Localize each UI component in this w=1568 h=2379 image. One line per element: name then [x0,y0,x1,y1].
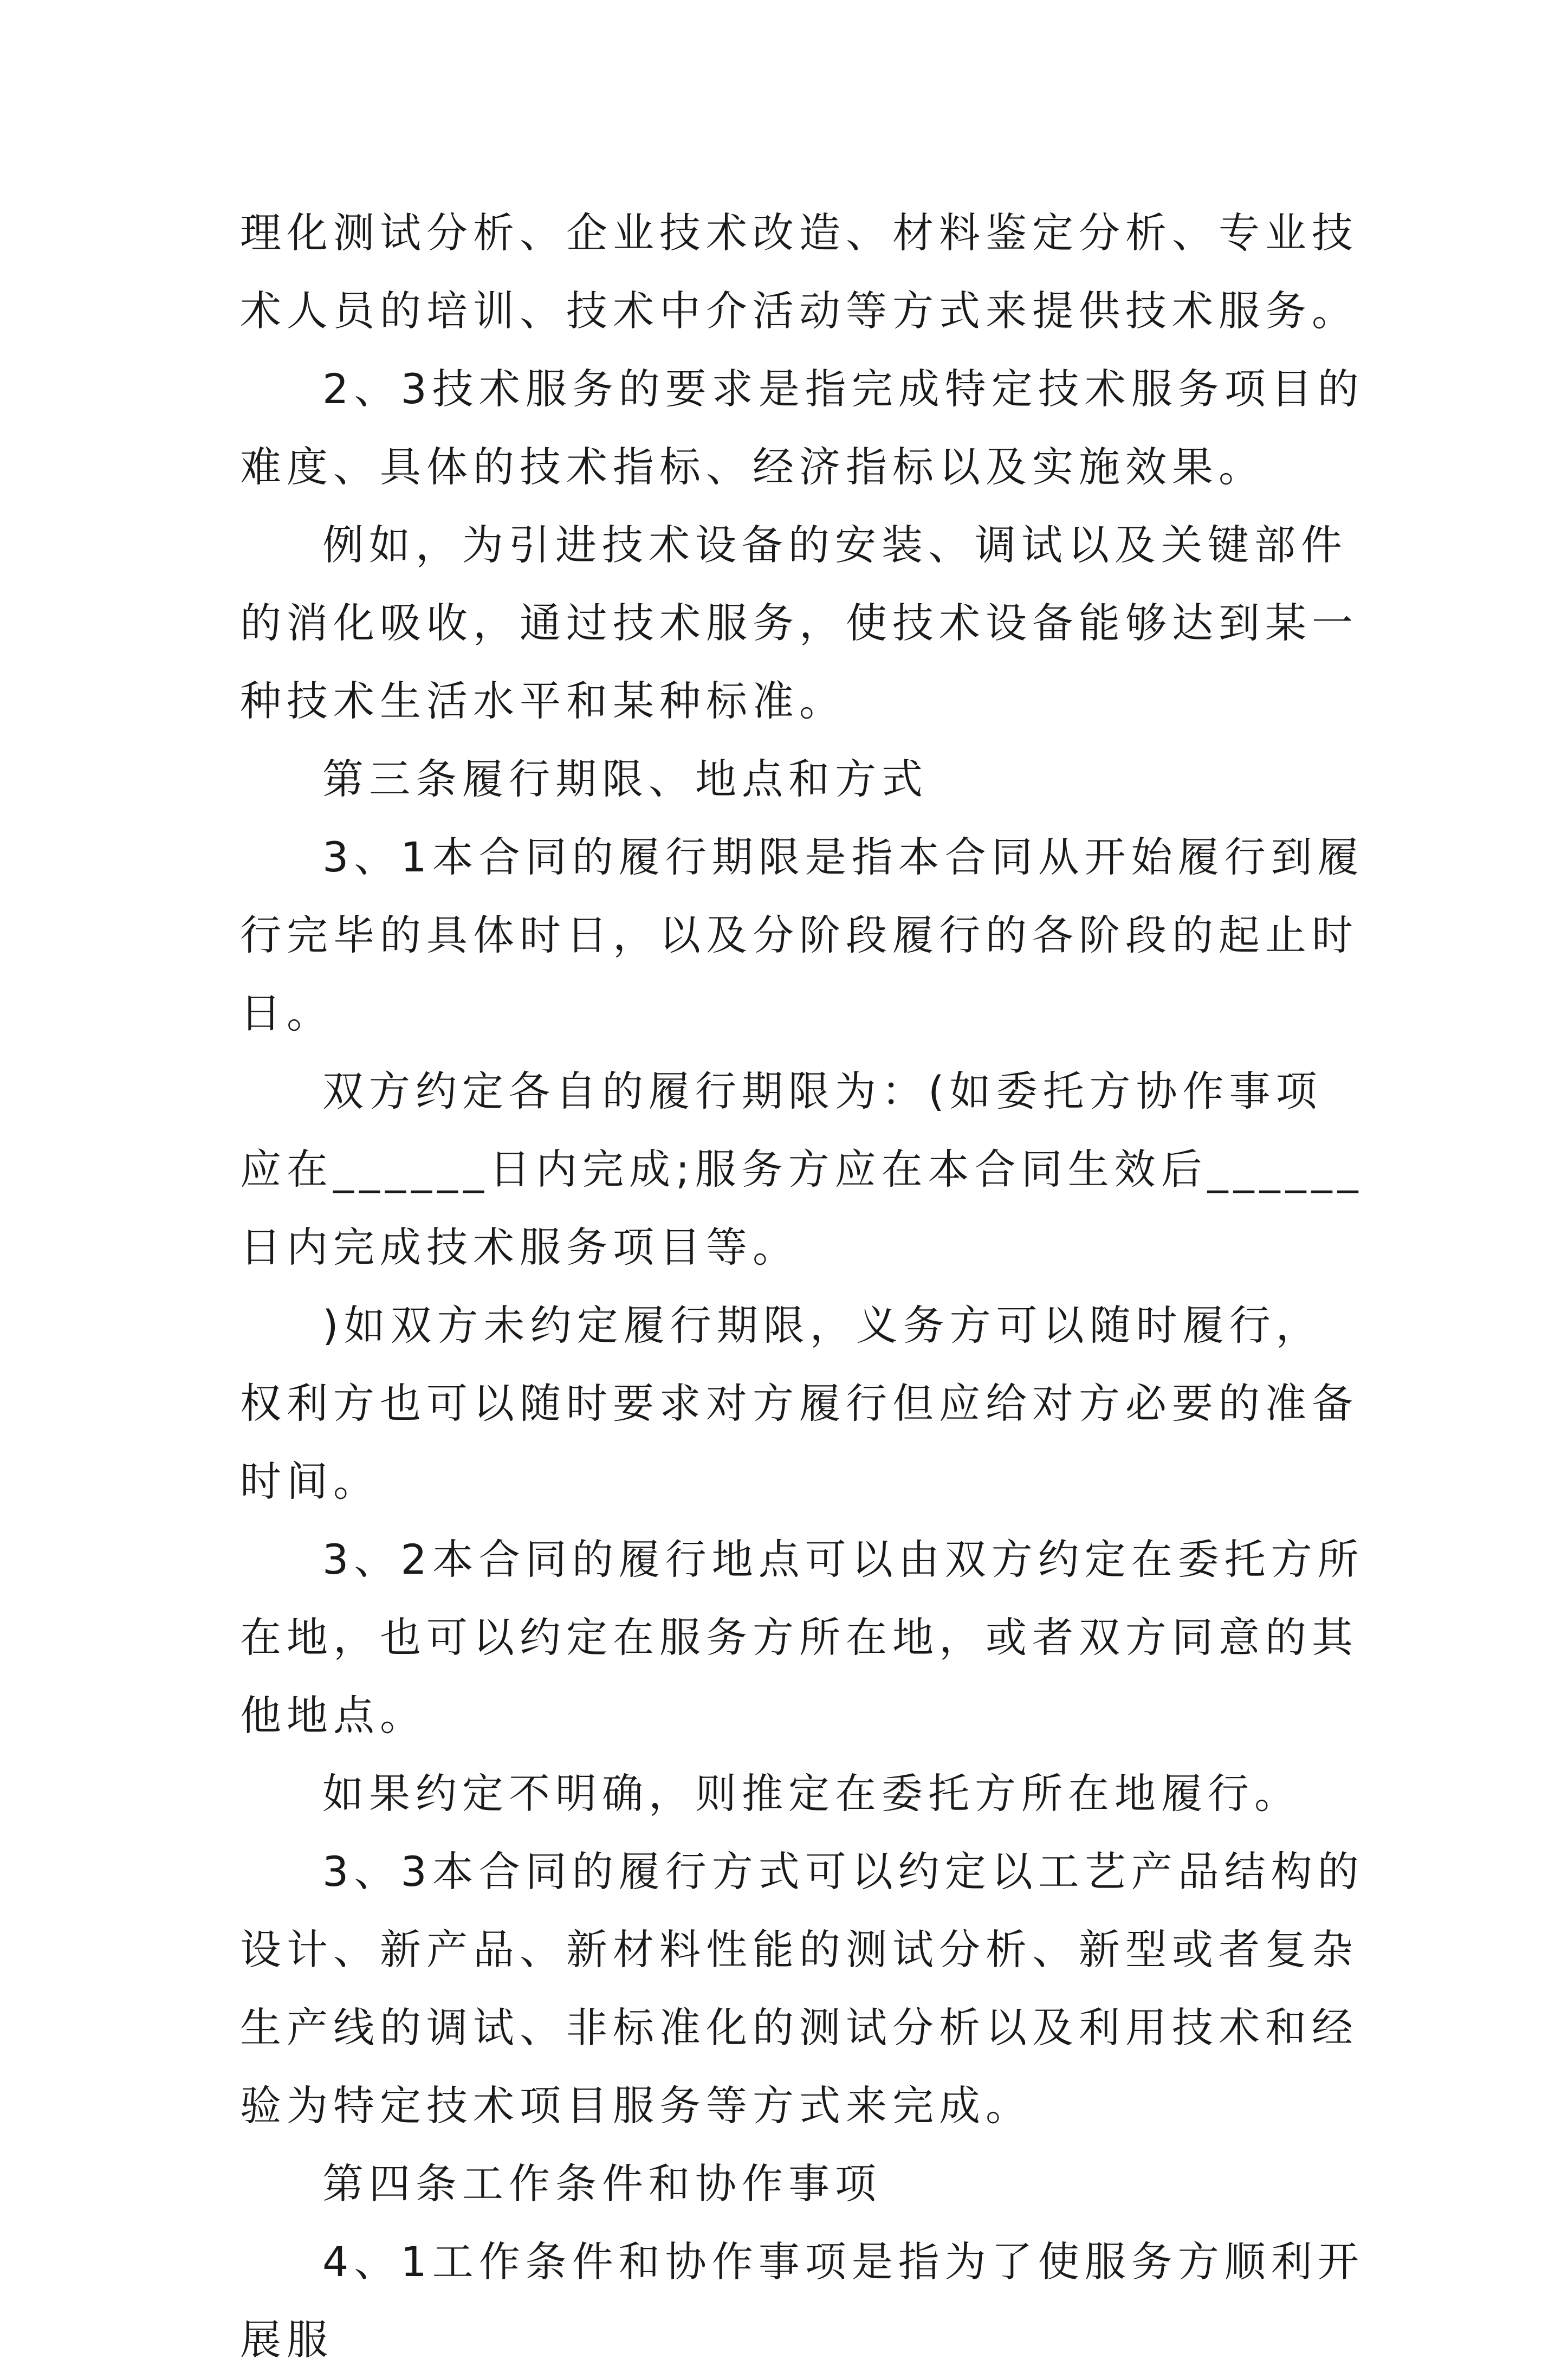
document-body [240,194,1367,2379]
section-heading-3: 第三条履行期限、地点和方式 [322,755,928,803]
section-heading-4: 第四条工作条件和协作事项 [322,2160,882,2208]
paragraph-9: 如果约定不明确，则推定在委托方所在地履行。 [322,1769,1301,1818]
paragraph-2: 2、3技术服务的要求是指完成特定技术服务项目的难度、具体的技术指标、经济指标以及实施效果。 [240,365,1364,491]
paragraph-5: 3、1本合同的履行期限是指本合同从开始履行到履行完毕的具体时日，以及分阶段履行的各阶段的起止时日。 [240,833,1364,1037]
paragraph-10: 3、3本合同的履行方式可以约定以工艺产品结构的设计、新产品、新材料性能的测试分析、新型或者复杂生产线的调试、非标准化的测试分析以及利用技术和经验为特定技术项目服务等方式来完成。 [240,1847,1364,2130]
paragraph-6: 双方约定各自的履行期限为：(如委托方协作事项应在______日内完成;服务方应在本合同生效后______日内完成技术服务项目等。 [240,1067,1364,1271]
paragraph-1: 理化测试分析、企业技术改造、材料鉴定分析、专业技术人员的培训、技术中介活动等方式来提供技术服务。 [240,209,1358,335]
paragraph-12: 4、1工作条件和协作事项是指为了使服务方顺利开展服 [240,2238,1364,2364]
paragraph-3: 例如，为引进技术设备的安装、调试以及关键部件的消化吸收，通过技术服务，使技术设备能够达到某一种技术生活水平和某种标准。 [240,521,1358,725]
paragraph-8: 3、2本合同的履行地点可以由双方约定在委托方所在地，也可以约定在服务方所在地，或者双方同意的其他地点。 [240,1535,1364,1740]
paragraph-7: )如双方未约定履行期限，义务方可以随时履行，权利方也可以随时要求对方履行但应给对方必要的准备时间。 [240,1301,1358,1505]
